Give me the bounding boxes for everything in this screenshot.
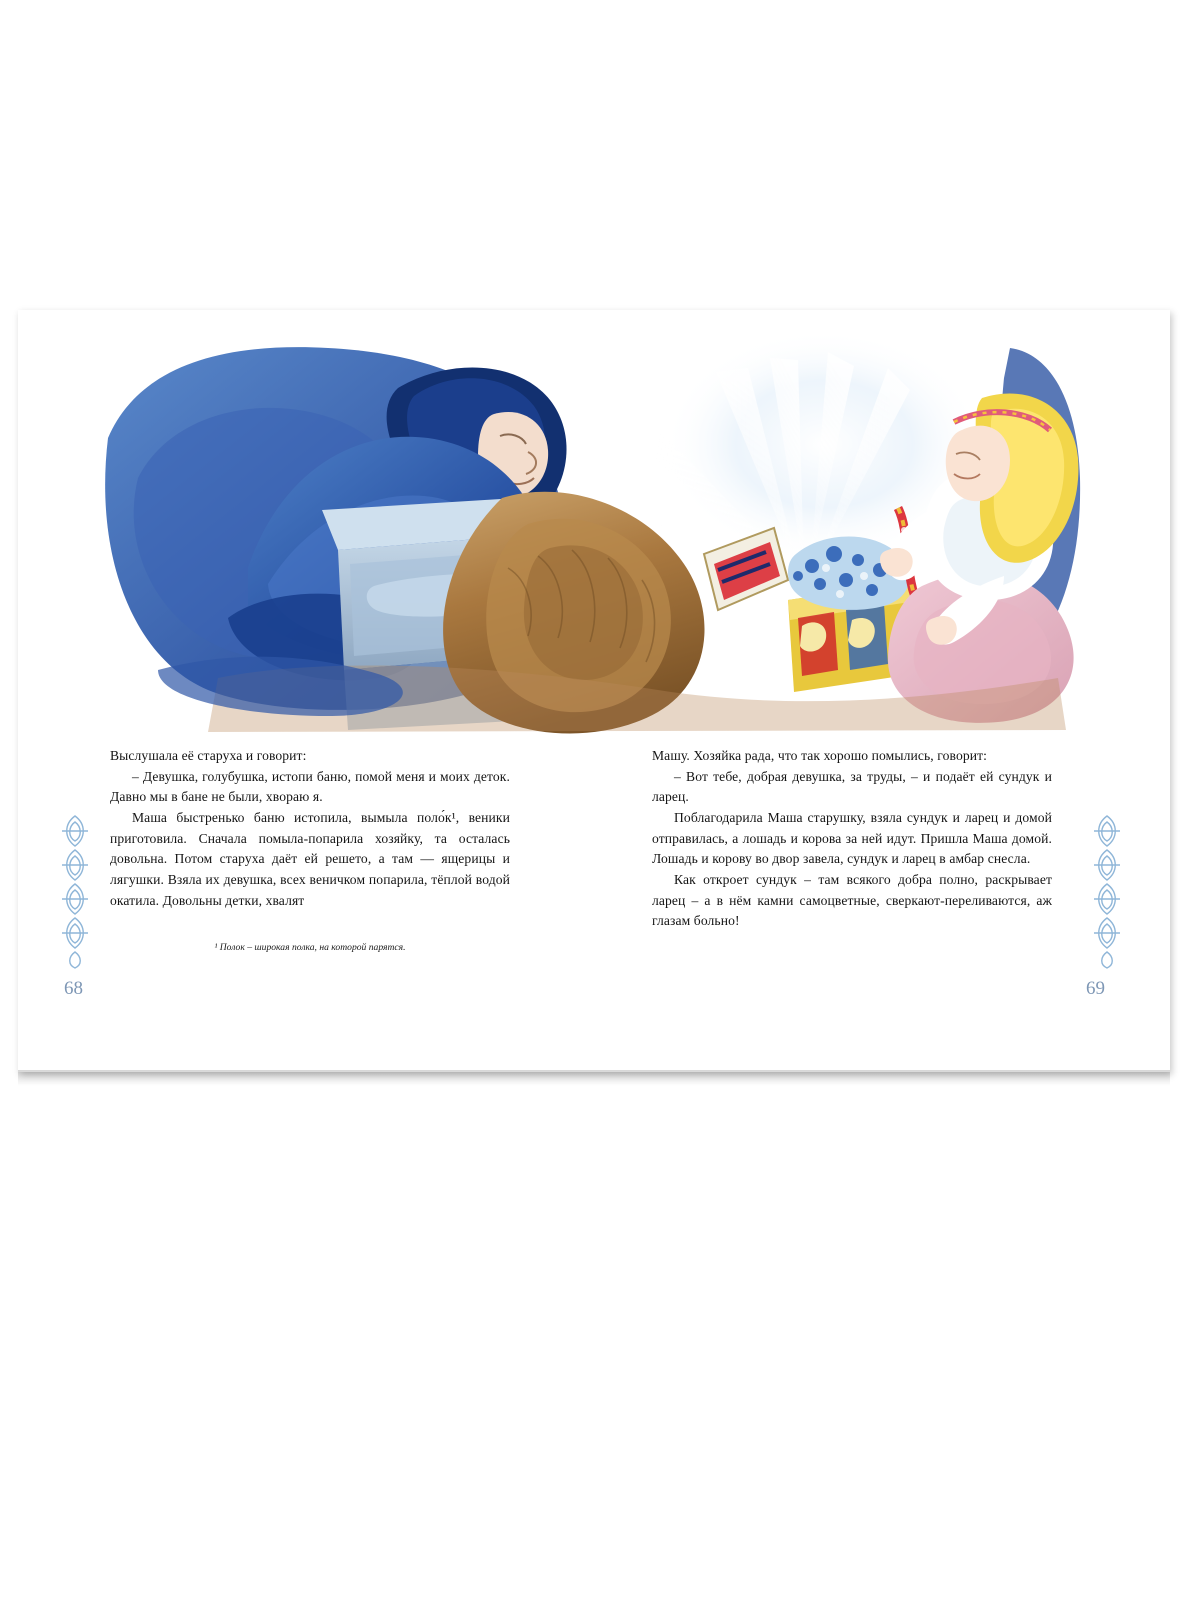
paragraph: Поблагодарила Маша старушку, взяла сундук и ларец и домой отправилась, а лошадь и корова за ней идут. Пришла Маша домой. Лошадь и корову во двор завела, сундук и ларец в амбар снесла. [652, 809, 1052, 867]
left-page-text [110, 746, 510, 911]
floral-ornament-left-icon [58, 810, 92, 970]
paragraph: Как откроет сундук – там всякого добра полно, раскрывает ларец – а в нём камни самоцветные, сверкают-переливаются, аж глазам больно! [652, 871, 1052, 929]
paragraph: Выслушала её старуха и говорит: [110, 748, 307, 763]
floral-ornament-right [1090, 810, 1124, 970]
paragraph: Маша быстренько баню истопила, вымыла поло́к¹, веники приготовила. Сначала помыла-попарила хозяйку, та осталась довольна. Потом старуха даёт ей решето, а там — ящерицы и лягушки. Взяла их девушка, всех веничком попарила, тёплой водой окатила. Довольны детки, хвалят [110, 809, 510, 908]
page-number-right: 69 [1086, 978, 1105, 999]
right-page-text [652, 746, 1052, 932]
book-spread [18, 310, 1170, 1072]
illustration [98, 318, 1088, 738]
floral-ornament-left [58, 810, 92, 970]
paragraph: Машу. Хозяйка рада, что так хорошо помылись, говорит: [652, 748, 988, 763]
footnote: ¹ Полок – широкая полка, на которой парятся. [214, 942, 406, 953]
paragraph: – Вот тебе, добрая девушка, за труды, – и подаёт ей сундук и ларец. [652, 768, 1052, 805]
page-shadow [18, 1070, 1170, 1086]
paragraph: – Девушка, голубушка, истопи баню, помой меня и моих деток. Давно мы в бане не были, хвораю я. [110, 768, 510, 805]
page-number-left: 68 [64, 978, 83, 999]
floral-ornament-right-icon [1090, 810, 1124, 970]
illustration-artwork [98, 318, 1088, 738]
